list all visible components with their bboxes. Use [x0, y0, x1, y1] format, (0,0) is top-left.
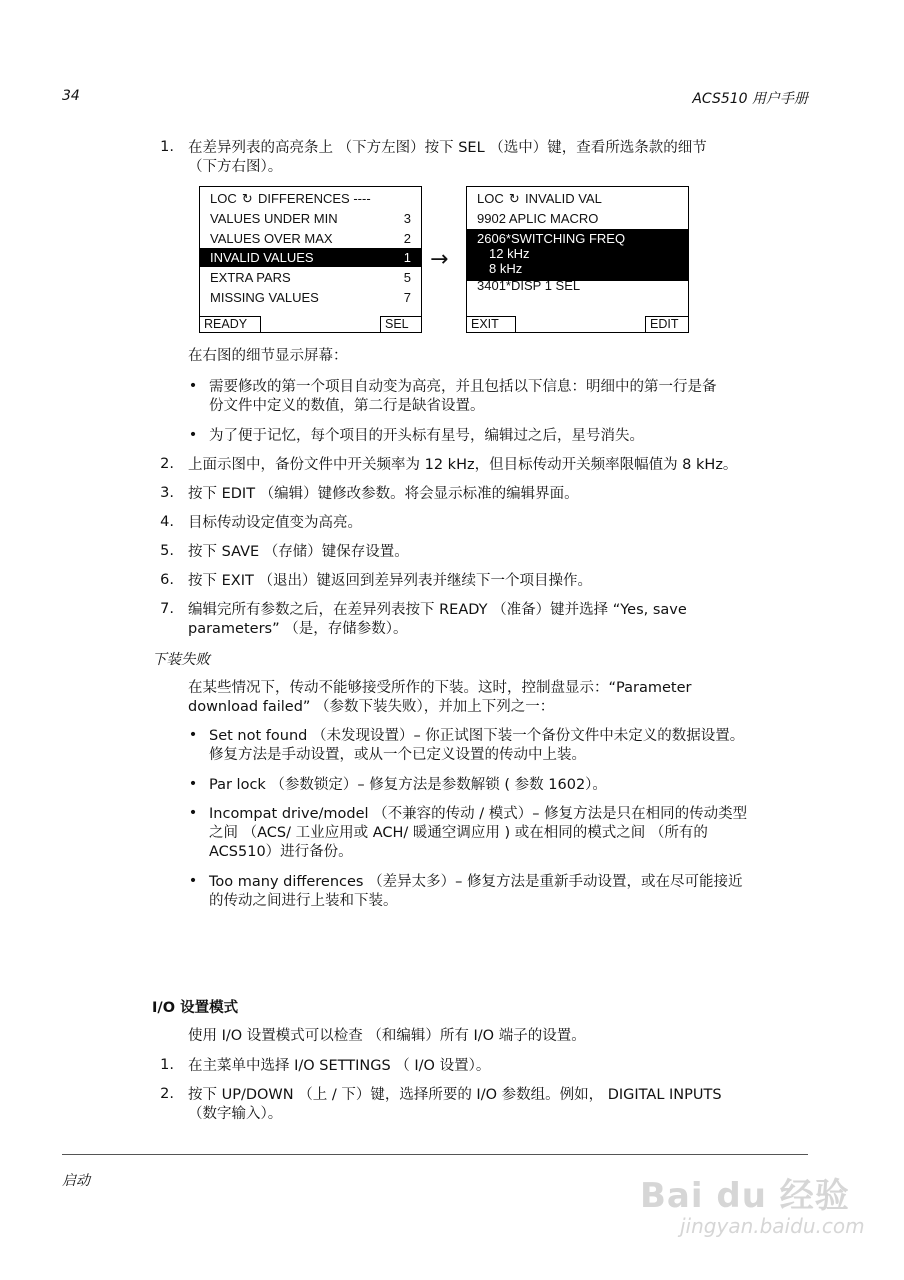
step-text: 按下 UP/DOWN （上 / 下）键，选择所要的 I/O 参数组。例如， DIGITAL INPUTS （数字输入）。: [188, 1087, 722, 1122]
footer-divider: [62, 1154, 808, 1155]
exit-softkey[interactable]: EXIT: [466, 316, 516, 333]
list-item: VALUES UNDER MIN 3: [210, 211, 411, 226]
step-number: 3.: [160, 485, 174, 501]
edit-softkey[interactable]: EDIT: [645, 316, 689, 333]
baidu-watermark-logo: Bai du 经验: [640, 1176, 850, 1216]
list-item-highlighted[interactable]: INVALID VALUES 1: [200, 248, 421, 267]
list-item: 3401*DISP 1 SEL: [477, 278, 581, 293]
list-item-highlighted[interactable]: [467, 229, 688, 281]
section-intro: 使用 I/O 设置模式可以检查 （和编辑）所有 I/O 端子的设置。: [188, 1028, 586, 1044]
arrow-right-icon: →: [430, 247, 449, 272]
text-line: 在差异列表的高亮条上 （下方左图）按下 SEL （选中）键，查看所选条款的细节: [188, 140, 707, 156]
list-item: VALUES OVER MAX 2: [210, 231, 411, 246]
footer-section: 启动: [62, 1173, 90, 1189]
step-text: 上面示图中，备份文件中开关频率为 12 kHz，但目标传动开关频率限幅值为 8 kHz。: [188, 457, 738, 473]
bullet-text: Too many differences （差异太多）– 修复方法是重新手动设置，或在尽可能接近 的传动之间进行上装和下装。: [209, 874, 743, 909]
panel-title-row: [210, 189, 411, 208]
panel-title: INVALID VAL: [524, 191, 602, 206]
parameter-name: 2606*SWITCHING FREQ: [477, 231, 626, 246]
rotation-direction-icon: ↻: [241, 191, 253, 206]
bullet-text: 需要修改的第一个项目自动变为高亮，并且包括以下信息：明细中的第一行是备 份文件中定义的数值，第二行是缺省设置。: [209, 379, 717, 414]
step-text: 按下 SAVE （存储）键保存设置。: [188, 544, 409, 560]
step-text: 按下 EDIT （编辑）键修改参数。将会显示标准的编辑界面。: [188, 486, 579, 502]
ready-softkey[interactable]: READY: [199, 316, 261, 333]
bullet-marker: •: [188, 378, 198, 394]
manual-title: ACS510 用户手册: [692, 91, 808, 107]
step-number: 6.: [160, 572, 174, 588]
panel-invalid-val-screen: [466, 186, 689, 333]
bullet-text: Incompat drive/model （不兼容的传动 / 模式）– 修复方法是只在相同的传动类型 之间 （ACS/ 工业应用或 ACH/ 暖通空调应用 ) 或在相同的模式之间 （所有的 ACS510）进行备份。: [209, 806, 748, 860]
rotation-direction-icon: ↻: [508, 191, 520, 206]
panel-differences-screen: [199, 186, 422, 333]
list-item: 9902 APLIC MACRO: [477, 211, 599, 226]
bullet-text: Set not found （未发现设置）– 你正试图下装一个备份文件中未定义的数据设置。 修复方法是手动设置，或从一个已定义设置的传动中上装。: [209, 728, 745, 763]
panel-title-row: [477, 189, 678, 208]
bullet-marker: •: [188, 427, 198, 443]
step-number: 4.: [160, 514, 174, 530]
bullet-text: Par lock （参数锁定）– 修复方法是参数解锁 ( 参数 1602）。: [209, 777, 607, 793]
step-text: [188, 139, 707, 177]
bullet-marker: •: [188, 873, 198, 889]
page-number: 34: [62, 88, 80, 104]
section-intro: 在某些情况下，传动不能够接受所作的下装。这时，控制盘显示：“Parameter download failed” （参数下装失败），并加上下列之一：: [188, 680, 692, 715]
step-text: 目标传动设定值变为高亮。: [188, 515, 362, 531]
watermark-url: jingyan.baidu.com: [680, 1214, 865, 1238]
sel-softkey[interactable]: SEL: [380, 316, 422, 333]
step-number: 2.: [160, 456, 174, 472]
bullet-marker: •: [188, 805, 198, 821]
step-text: 在主菜单中选择 I/O SETTINGS （ I/O 设置）。: [188, 1058, 491, 1074]
step-number: 1.: [160, 139, 174, 155]
step-number: 2.: [160, 1086, 174, 1102]
bullet-marker: •: [188, 776, 198, 792]
step-number: 5.: [160, 543, 174, 559]
loc-label: LOC: [477, 191, 504, 206]
section-heading: 下装失败: [152, 652, 210, 668]
step-number: 1.: [160, 1057, 174, 1073]
text-line: （下方右图）。: [188, 159, 283, 175]
step-text: 按下 EXIT （退出）键返回到差异列表并继续下一个项目操作。: [188, 573, 592, 589]
detail-intro: 在右图的细节显示屏幕：: [188, 348, 348, 364]
section-heading: I/O 设置模式: [152, 1000, 239, 1016]
loc-label: LOC: [210, 191, 237, 206]
step-number: 7.: [160, 601, 174, 617]
backup-value: 12 kHz: [489, 246, 530, 261]
list-item: EXTRA PARS 5: [210, 270, 411, 285]
bullet-marker: •: [188, 727, 198, 743]
panel-title: DIFFERENCES ----: [257, 191, 371, 206]
step-text: 编辑完所有参数之后，在差异列表按下 READY （准备）键并选择 “Yes, save parameters” （是，存储参数）。: [188, 602, 687, 637]
default-value: 8 kHz: [489, 261, 523, 276]
bullet-text: 为了便于记忆，每个项目的开头标有星号，编辑过之后，星号消失。: [209, 428, 644, 444]
list-item: MISSING VALUES 7: [210, 290, 411, 305]
